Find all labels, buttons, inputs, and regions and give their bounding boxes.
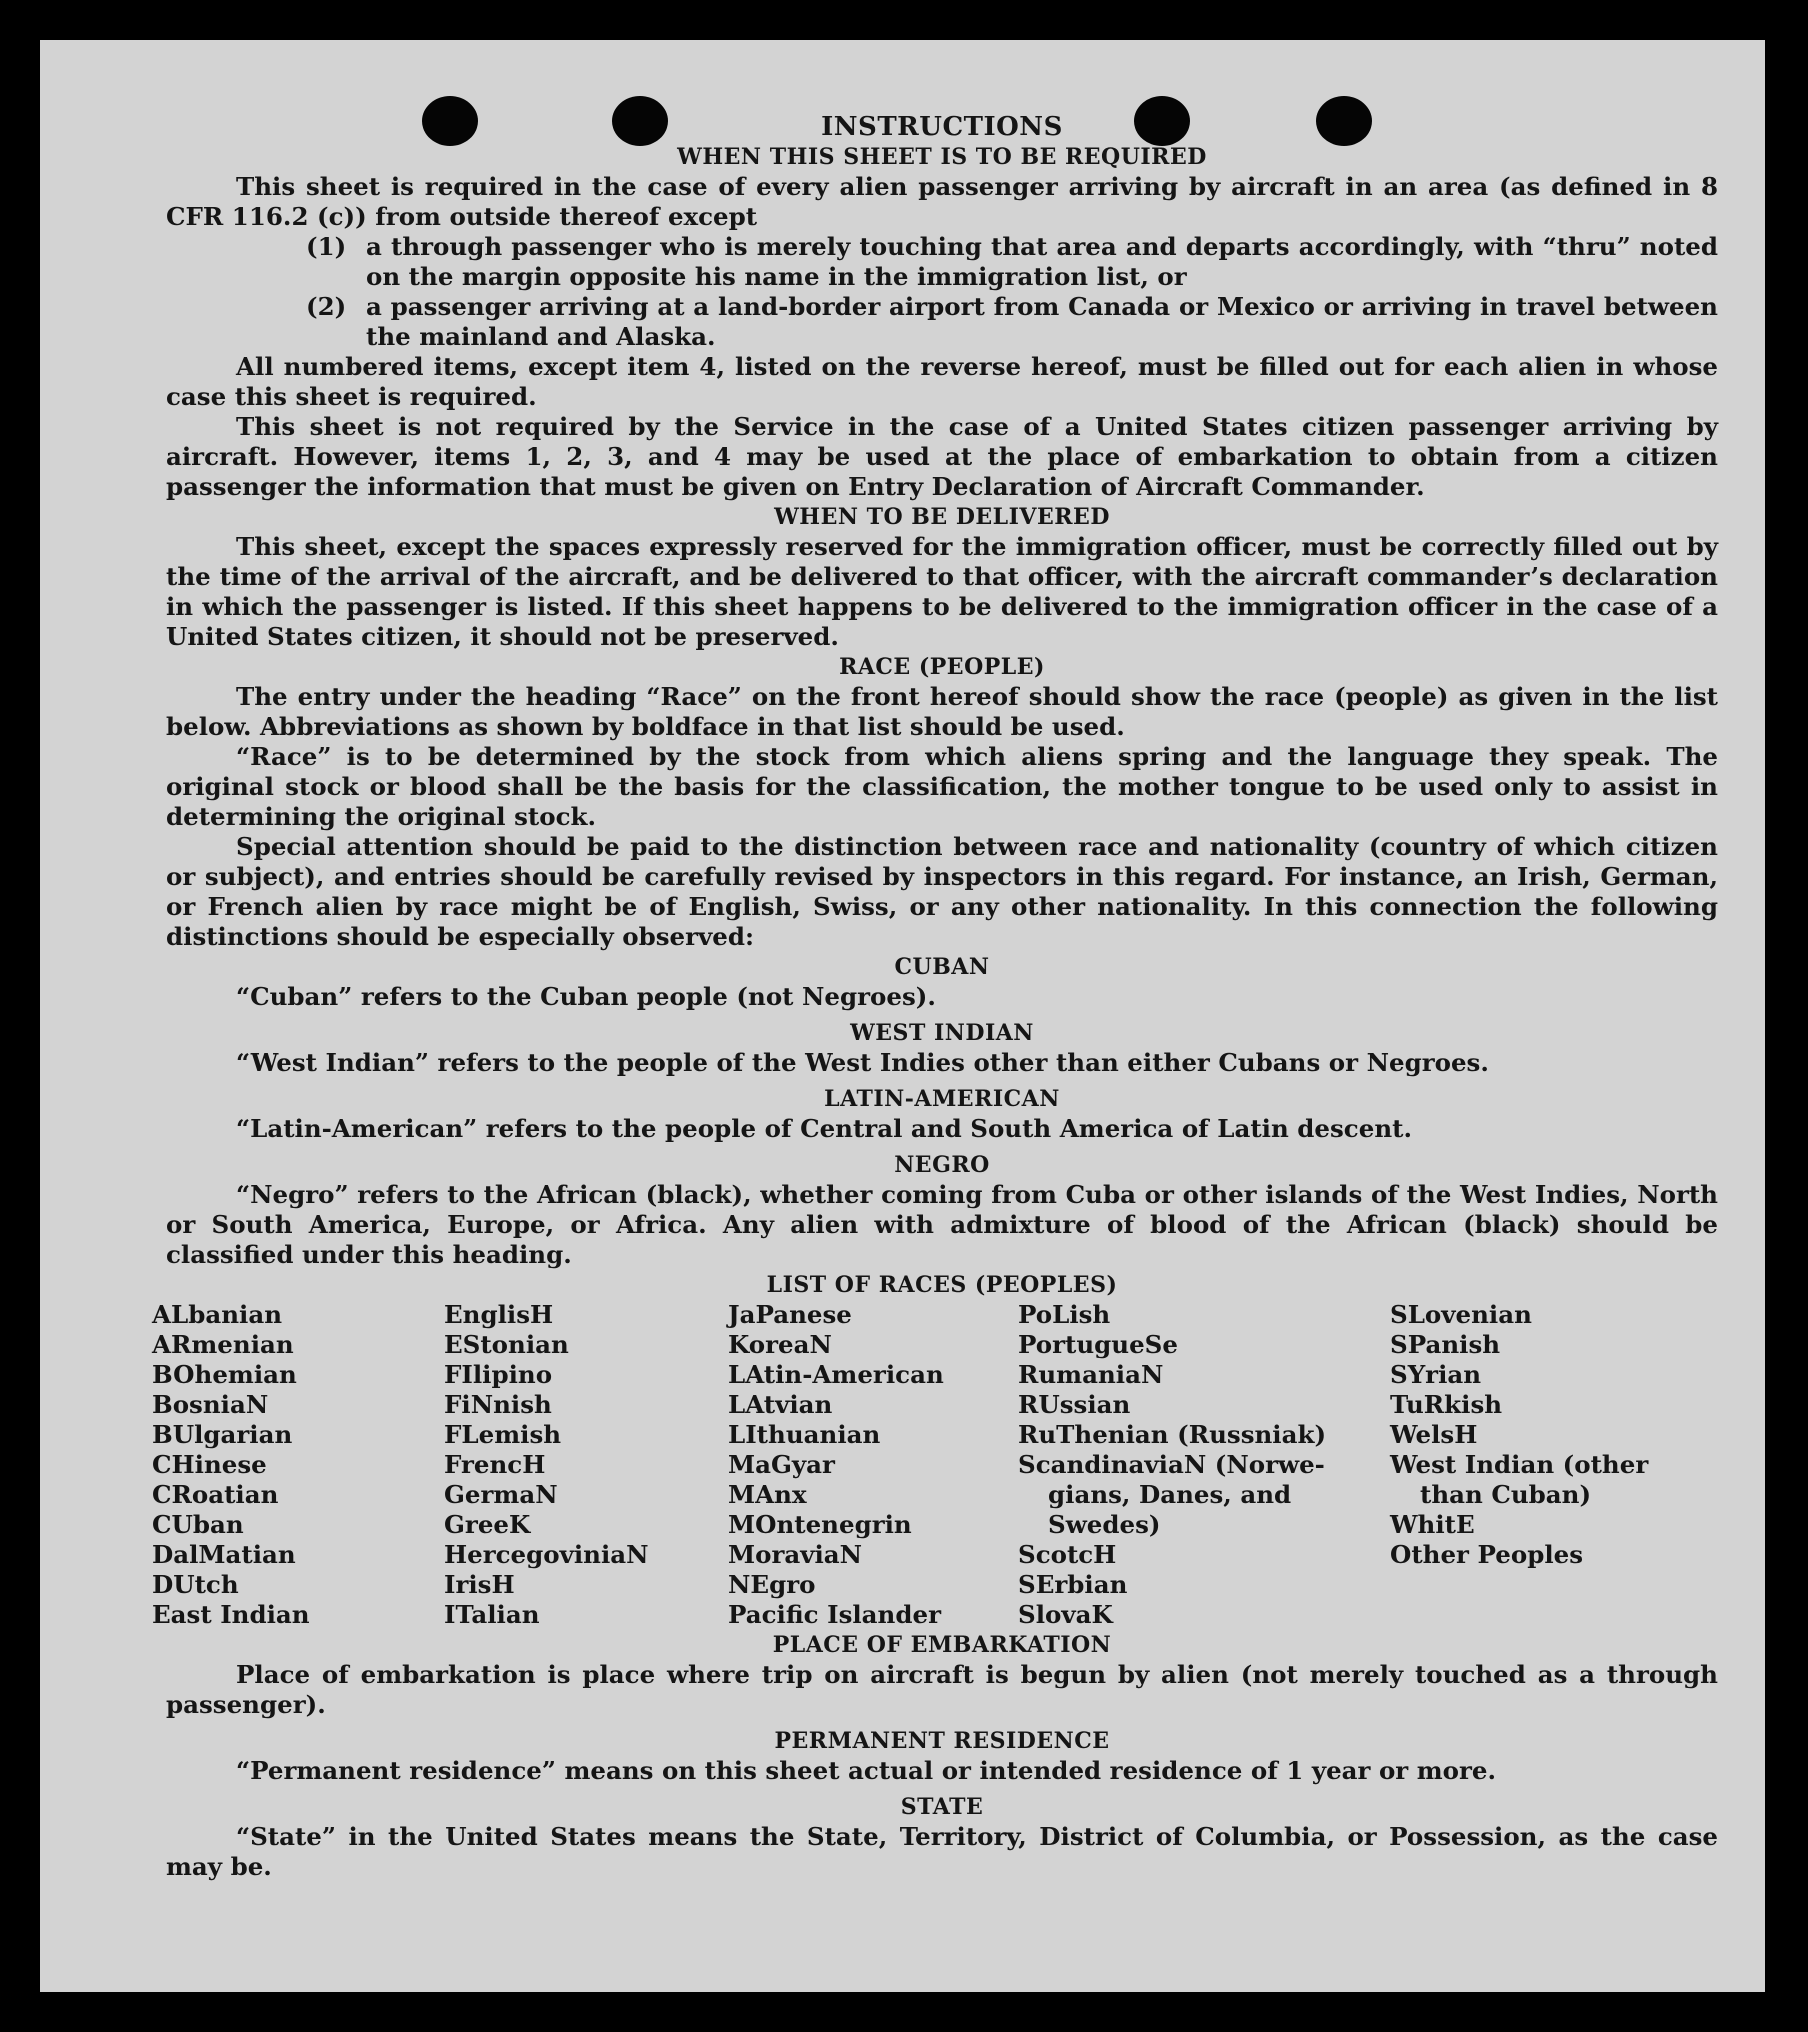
race-entry: NEgro — [728, 1570, 816, 1599]
section-heading-race: RACE (PEOPLE) — [839, 654, 1045, 680]
race-entry: MOntenegrin — [728, 1510, 912, 1539]
paragraph: “State” in the United States means the State, Territory, District of Columbia, or Possession, as the case may be. — [166, 1822, 1718, 1881]
race-entry-continued: Swedes) — [1048, 1510, 1161, 1539]
race-entry: MoraviaN — [728, 1540, 863, 1569]
paragraph: Special attention should be paid to the distinction between race and nationality (country of which citizen or subject), and entries should be carefully revised by inspectors in this regard. For instance, an Irish, German, or French alien by race might be of English, Swiss, or any other nationality. In this connection the following distinctions should be especially observed: — [166, 832, 1718, 951]
paragraph: “Race” is to be determined by the stock from which aliens spring and the language they speak. The original stock or blood shall be the basis for the classification, the mother tongue to be used only to assist in determining the original stock. — [166, 742, 1718, 831]
race-entry: EnglisH — [444, 1300, 554, 1329]
races-column — [1018, 1300, 1390, 1630]
race-entry: SLovenian — [1390, 1300, 1532, 1329]
paragraph: “Cuban” refers to the Cuban people (not Negroes). — [236, 982, 936, 1011]
race-entry: FiNnish — [444, 1390, 552, 1419]
race-entry: BosniaN — [152, 1390, 269, 1419]
document-sheet — [40, 40, 1765, 1992]
race-entry: PoLish — [1018, 1300, 1111, 1329]
race-entry: ScandinaviaN (Norwe- — [1018, 1450, 1325, 1479]
race-entry: WhitE — [1390, 1510, 1475, 1539]
paragraph: “Negro” refers to the African (black), whether coming from Cuba or other islands of the West Indies, North or South America, Europe, or Africa. Any alien with admixture of blood of the African (black) should be classified under this heading. — [166, 1180, 1718, 1269]
race-entry: BUlgarian — [152, 1420, 293, 1449]
race-entry: West Indian (other — [1390, 1450, 1649, 1479]
page-title: INSTRUCTIONS — [821, 112, 1063, 142]
paragraph: “Latin-American” refers to the people of Central and South America of Latin descent. — [236, 1114, 1412, 1143]
race-entry-continued: gians, Danes, and — [1048, 1480, 1292, 1509]
race-entry: RUssian — [1018, 1390, 1131, 1419]
race-entry: Other Peoples — [1390, 1540, 1584, 1569]
races-column — [1390, 1300, 1660, 1630]
race-entry: GreeK — [444, 1510, 531, 1539]
races-column — [152, 1300, 444, 1630]
paragraph: “West Indian” refers to the people of the West Indies other than either Cubans or Negroes. — [236, 1048, 1489, 1077]
race-entry: RuThenian (Russniak) — [1018, 1420, 1327, 1449]
race-entry: BOhemian — [152, 1360, 297, 1389]
race-entry: FIlipino — [444, 1360, 553, 1389]
race-entry: FrencH — [444, 1450, 546, 1479]
race-entry-continued: than Cuban) — [1420, 1480, 1592, 1509]
race-entry: SYrian — [1390, 1360, 1482, 1389]
race-entry: RumaniaN — [1018, 1360, 1164, 1389]
section-heading-embarkation: PLACE OF EMBARKATION — [772, 1632, 1112, 1658]
race-entry: TuRkish — [1390, 1390, 1503, 1419]
section-heading-list-of-races: LIST OF RACES (PEOPLES) — [766, 1272, 1118, 1298]
race-entry: PortugueSe — [1018, 1330, 1178, 1359]
race-entry: KoreaN — [728, 1330, 832, 1359]
section-heading-cuban: CUBAN — [894, 954, 990, 980]
race-entry: ScotcH — [1018, 1540, 1117, 1569]
race-entry: SErbian — [1018, 1570, 1128, 1599]
race-entry: East Indian — [152, 1600, 310, 1629]
race-entry: JaPanese — [728, 1300, 852, 1329]
race-entry: GermaN — [444, 1480, 558, 1509]
race-entry: HercegoviniaN — [444, 1540, 649, 1569]
race-entry: MAnx — [728, 1480, 807, 1509]
item-text: a through passenger who is merely touching that area and departs accordingly, with “thru” noted on the margin opposite his name in the immigration list, or — [366, 232, 1718, 291]
section-heading-residence: PERMANENT RESIDENCE — [774, 1728, 1110, 1754]
race-entry: ARmenian — [152, 1330, 294, 1359]
numbered-item — [166, 232, 1718, 292]
item-number: (1) — [306, 232, 347, 261]
item-number: (2) — [306, 292, 347, 321]
paragraph: Place of embarkation is place where trip on aircraft is begun by alien (not merely touched as a through passenger). — [166, 1660, 1718, 1719]
section-heading-negro: NEGRO — [894, 1152, 990, 1178]
section-heading-state: STATE — [900, 1794, 984, 1820]
race-entry: EStonian — [444, 1330, 569, 1359]
race-entry: LAtin-American — [728, 1360, 944, 1389]
item-text: a passenger arriving at a land-border airport from Canada or Mexico or arriving in travel between the mainland and Alaska. — [366, 292, 1718, 351]
race-entry: DUtch — [152, 1570, 239, 1599]
paragraph: All numbered items, except item 4, listed on the reverse hereof, must be filled out for each alien in whose case this sheet is required. — [166, 352, 1718, 411]
race-entry: FLemish — [444, 1420, 562, 1449]
section-heading-west-indian: WEST INDIAN — [850, 1020, 1034, 1046]
race-entry: DalMatian — [152, 1540, 296, 1569]
section-heading-latin-american: LATIN-AMERICAN — [824, 1086, 1060, 1112]
race-entry: MaGyar — [728, 1450, 835, 1479]
section-heading-delivered: WHEN TO BE DELIVERED — [774, 504, 1110, 530]
race-entry: SPanish — [1390, 1330, 1501, 1359]
race-entry: SlovaK — [1018, 1600, 1113, 1629]
races-list — [152, 1300, 1718, 1630]
numbered-item — [166, 292, 1718, 352]
race-entry: WelsH — [1390, 1420, 1478, 1449]
paragraph: “Permanent residence” means on this sheet actual or intended residence of 1 year or more. — [236, 1756, 1497, 1785]
instructions-content — [152, 112, 1718, 1882]
section-heading-required: WHEN THIS SHEET IS TO BE REQUIRED — [677, 144, 1207, 170]
races-column — [444, 1300, 728, 1630]
race-entry: ITalian — [444, 1600, 540, 1629]
paragraph: This sheet is not required by the Service in the case of a United States citizen passenger arriving by aircraft. However, items 1, 2, 3, and 4 may be used at the place of embarkation to obtain from a citizen passenger the information that must be given on Entry Declaration of Aircraft Commander. — [166, 412, 1718, 501]
race-entry: CUban — [152, 1510, 244, 1539]
race-entry: IrisH — [444, 1570, 515, 1599]
race-entry: Pacific Islander — [728, 1600, 941, 1629]
paragraph: This sheet, except the spaces expressly reserved for the immigration officer, must be correctly filled out by the time of the arrival of the aircraft, and be delivered to that officer, with the aircraft commander’s declaration in which the passenger is listed. If this sheet happens to be delivered to the immigration officer in the case of a United States citizen, it should not be preserved. — [166, 532, 1718, 651]
races-column — [728, 1300, 1018, 1630]
race-entry: LIthuanian — [728, 1420, 881, 1449]
race-entry: CRoatian — [152, 1480, 279, 1509]
paragraph: This sheet is required in the case of every alien passenger arriving by aircraft in an area (as defined in 8 CFR 116.2 (c)) from outside thereof except — [166, 172, 1718, 231]
paragraph: The entry under the heading “Race” on the front hereof should show the race (people) as given in the list below. Abbreviations as shown by boldface in that list should be used. — [166, 682, 1718, 741]
race-entry: CHinese — [152, 1450, 267, 1479]
race-entry: ALbanian — [152, 1300, 283, 1329]
race-entry: LAtvian — [728, 1390, 833, 1419]
